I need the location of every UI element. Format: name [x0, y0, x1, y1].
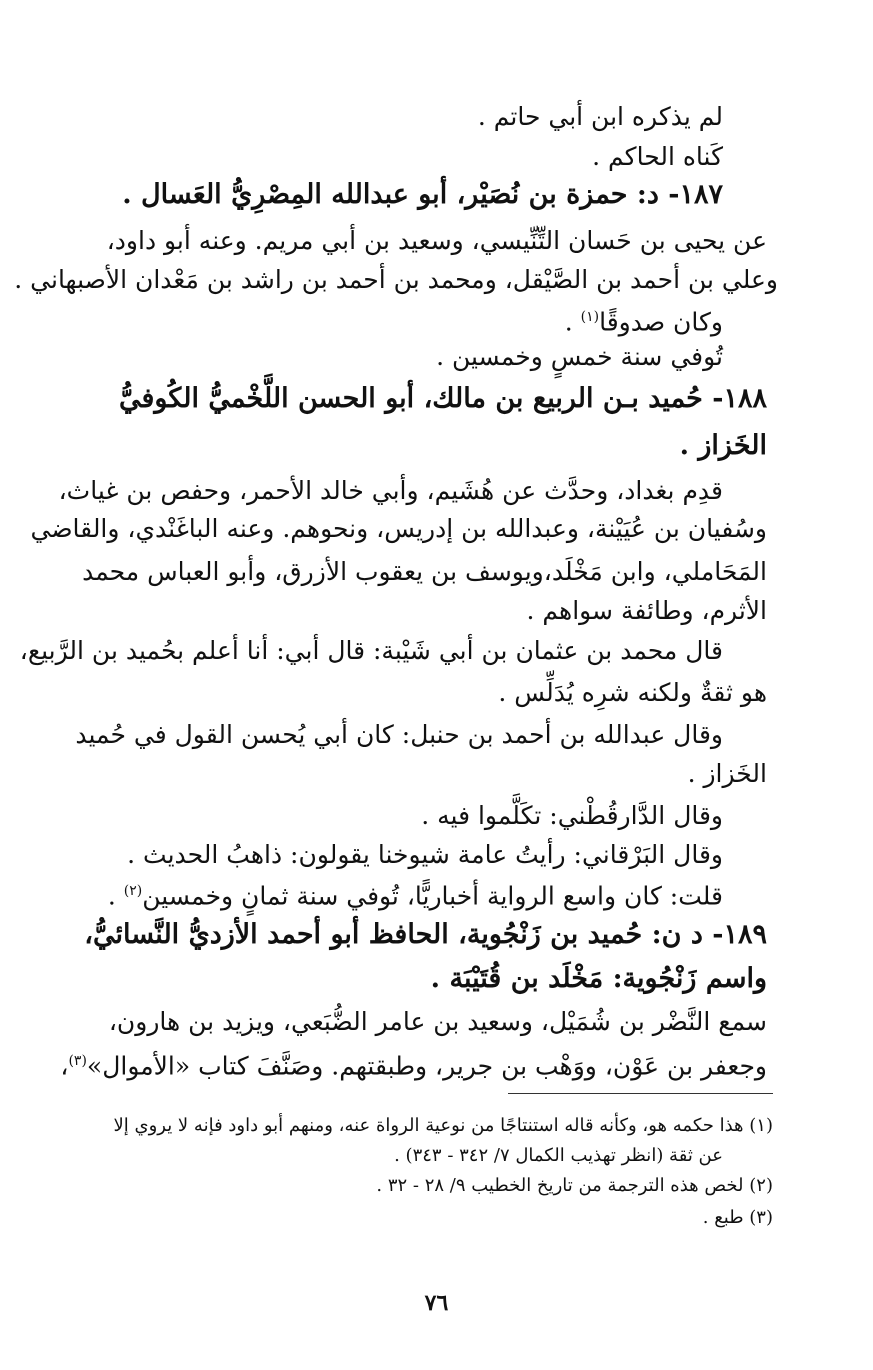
body-line: قلت: كان واسع الرواية أخباريًّا، تُوفي سنة ثمانٍ وخمسين$^{(٢)}$ .: [107, 881, 723, 911]
body-line: قال محمد بن عثمان بن أبي شَيْبة: قال أبي: أنا أعلم بحُميد بن الرَّبيع،: [19, 636, 723, 665]
footnote-marker: (٢): [123, 883, 143, 899]
footnote-separator: [508, 1093, 773, 1094]
page-number: ٧٦: [424, 1290, 449, 1316]
body-line: وقال الدَّارقُطْني: تكَلَّموا فيه .: [421, 801, 723, 830]
body-line: وكان صدوقًا$^{(١)}$ .: [564, 307, 723, 337]
footnote-2: (٢) لخص هذه الترجمة من تاريخ الخطيب ٩/ ٢٨ - ٣٢ .: [376, 1175, 773, 1196]
body-line: واسم زَنْجُوية: مَخْلَد بن قُتَيْبَة .: [430, 963, 767, 994]
body-line: الخَزاز .: [679, 430, 767, 461]
body-line: سمع النَّضْر بن شُمَيْل، وسعيد بن عامر الضُّبَعي، ويزيد بن هارون،: [108, 1007, 767, 1036]
body-line: كَناه الحاكم .: [592, 142, 723, 171]
body-line: وسُفيان بن عُيَيْنة، وعبدالله بن إدريس، ونحوهم. وعنه الباغَنْدي، والقاضي: [30, 514, 767, 543]
footnote-1-cont: عن ثقة (انظر تهذيب الكمال ٧/ ٣٤٢ - ٣٤٣) .: [394, 1145, 723, 1166]
footnote-marker: (١): [580, 309, 600, 325]
body-line: الخَزاز .: [687, 759, 767, 788]
body-line: وجعفر بن عَوْن، ووَهْب بن جرير، وطبقتهم. وصَنَّفَ كتاب «الأموال»$^{(٣)}$،: [60, 1051, 767, 1081]
body-line: وعلي بن أحمد بن الصَّيْقل، ومحمد بن أحمد بن راشد بن مَعْدان الأصبهاني .: [14, 265, 778, 294]
body-line: وقال عبدالله بن أحمد بن حنبل: كان أبي يُحسن القول في حُميد: [75, 720, 723, 749]
body-line: المَحَاملي، وابن مَخْلَد،ويوسف بن يعقوب الأزرق، وأبو العباس محمد: [82, 557, 767, 586]
body-line: عن يحيى بن حَسان التِّنِّيسي، وسعيد بن أبي مريم. وعنه أبو داود،: [106, 226, 767, 255]
footnote-marker: (٣): [68, 1053, 87, 1069]
entry-heading-187: ١٨٧- د: حمزة بن نُصَيْر، أبو عبدالله المِصْرِيُّ العَسال .: [122, 179, 723, 210]
body-line: لم يذكره ابن أبي حاتم .: [477, 102, 723, 131]
body-line: قدِم بغداد، وحدَّث عن هُشَيم، وأبي خالد الأحمر، وحفص بن غياث،: [58, 476, 723, 505]
body-line: الأثرم، وطائفة سواهم .: [526, 596, 767, 625]
body-line: هو ثقةٌ ولكنه شرِه يُدَلِّس .: [498, 678, 767, 707]
body-line: وقال البَرْقاني: رأيتُ عامة شيوخنا يقولون: ذاهبُ الحديث .: [127, 840, 723, 869]
entry-heading-189: ١٨٩- د ن: حُميد بن زَنْجُوية، الحافظ أبو أحمد الأزديُّ النَّسائيُّ،: [84, 919, 767, 950]
footnote-3: (٣) طبع .: [702, 1207, 773, 1228]
entry-heading-188: ١٨٨- حُميد بـن الربيع بن مالك، أبو الحسن اللَّخْميُّ الكُوفيُّ: [119, 383, 767, 414]
footnote-1: (١) هذا حكمه هو، وكأنه قاله استنتاجًا من نوعية الرواة عنه، ومنهم أبو داود فإنه لا يروي إلا: [113, 1115, 773, 1136]
body-line: تُوفي سنة خمسٍ وخمسين .: [436, 342, 723, 371]
